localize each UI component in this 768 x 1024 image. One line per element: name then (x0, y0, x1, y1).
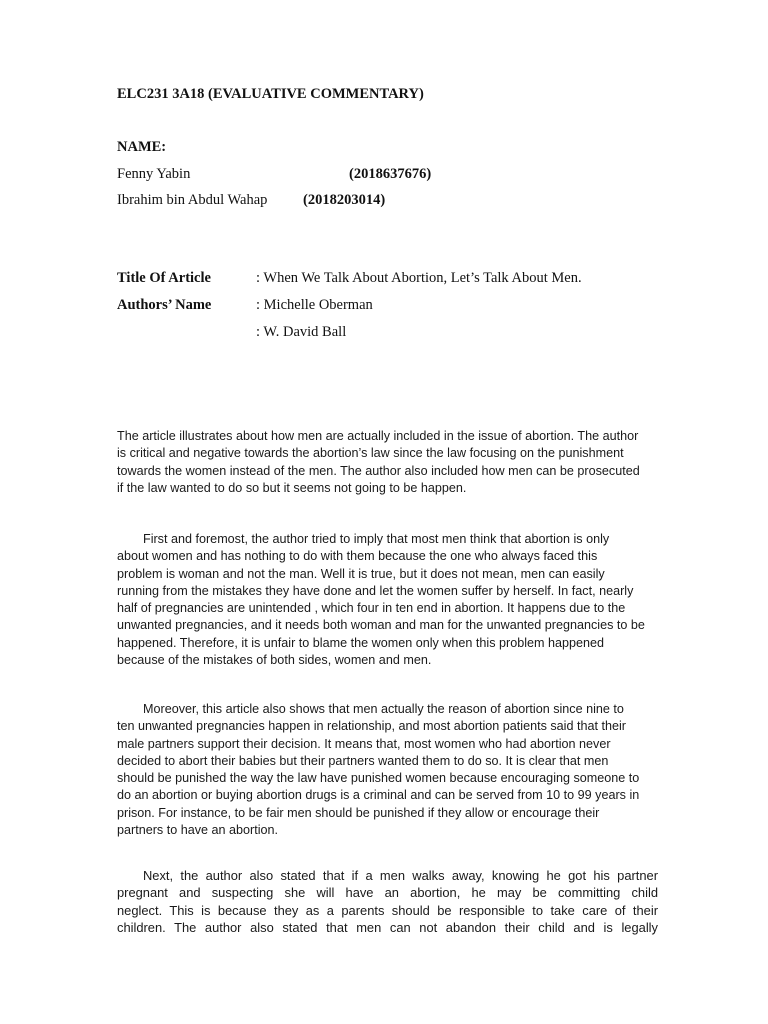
paragraph-third-point (117, 867, 658, 936)
text-line: children. The author also stated that men can not abandon their child and is legally (117, 919, 658, 935)
authors-name-label: Authors’ Name (117, 297, 212, 313)
text-line: should be punished the way the law have punished women because encouraging someone to (117, 771, 640, 786)
text-line: neglect. This is because they as a parents should be responsible to take care of their (117, 902, 658, 918)
text-line: First and foremost, the author tried to imply that most men think that abortion is only (143, 532, 610, 546)
author-name: : W. David Ball (256, 324, 347, 340)
student-name: Ibrahim bin Abdul Wahap (117, 192, 268, 208)
text-line: male partners support their decision. It means that, most women who had abortion never (117, 736, 611, 751)
text-line: do an abortion or buying abortion drugs is a criminal and can be served from 10 to 99 years in (117, 788, 640, 803)
title-of-article-value: : When We Talk About Abortion, Let’s Talk About Men. (256, 270, 582, 286)
title-of-article-label: Title Of Article (117, 270, 211, 286)
text-line: Next, the author also stated that if a men walks away, knowing he got his partner (143, 868, 658, 883)
text-line: decided to abort their babies but their partners wanted them to do so. It is clear that men (117, 753, 609, 768)
text-line: pregnant and suspecting she will have an abortion, he may be committing child (117, 885, 658, 901)
text-line: prison. For instance, to be fair men should be punished if they allow or encourage their (117, 805, 600, 820)
text-line: half of pregnancies are unintended , which four in ten end in abortion. It happens due to the (117, 601, 626, 616)
text-line: about women and has nothing to do with them because the one who always faced this (117, 549, 598, 564)
student-id: (2018637676) (349, 166, 432, 182)
paragraph-second-point (117, 701, 658, 839)
text-line: is critical and negative towards the abortion’s law since the law focusing on the punishment (117, 446, 624, 461)
paragraph-summary (117, 428, 658, 497)
text-line: unwanted pregnancies, and it needs both woman and man for the unwanted pregnancies to be (117, 618, 645, 633)
text-line: ten unwanted pregnancies happen in relationship, and most abortion patients said that their (117, 719, 626, 734)
author-name: : Michelle Oberman (256, 297, 373, 313)
text-line: partners to have an abortion. (117, 823, 279, 838)
text-line: running from the mistakes they have done and let the women suffer by herself. In fact, nearly (117, 583, 634, 598)
course-title: ELC231 3A18 (EVALUATIVE COMMENTARY) (117, 86, 424, 102)
student-name: Fenny Yabin (117, 166, 191, 182)
text-line: towards the women instead of the men. The author also included how men can be prosecuted (117, 463, 640, 478)
text-line: Moreover, this article also shows that men actually the reason of abortion since nine to (143, 702, 624, 716)
text-line: if the law wanted to do so but it seems not going to be happen. (117, 480, 467, 495)
text-line: problem is woman and not the man. Well it is true, but it does not mean, men can easily (117, 566, 605, 581)
text-line: The article illustrates about how men are actually included in the issue of abortion. The author (117, 429, 639, 443)
paragraph-first-point (117, 531, 658, 669)
text-line: because of the mistakes of both sides, women and men. (117, 653, 432, 668)
name-label: NAME: (117, 139, 167, 155)
text-line: happened. Therefore, it is unfair to blame the women only when this problem happened (117, 635, 605, 650)
student-id: (2018203014) (303, 192, 386, 208)
